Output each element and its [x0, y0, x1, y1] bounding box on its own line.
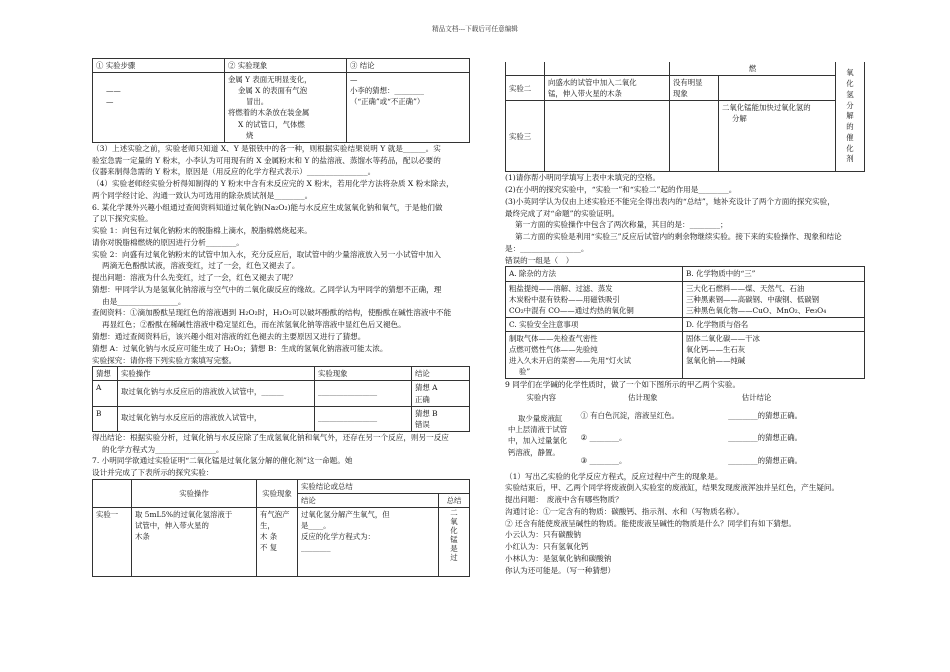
cell-char: 化	[450, 525, 458, 535]
reference-info: 查阅资料：①滴加酚酞呈现红色的溶液遇到 H₂O₂时，H₂O₂可以破坏酚酞的结构，使酚酞在碱性溶液中不能	[92, 308, 452, 318]
table-cell	[545, 101, 670, 172]
metal-experiment-table	[92, 58, 470, 143]
cell-line: 三种黑素钢——高碳钢、中碳钢、低碳钢	[686, 294, 820, 304]
note-3: 提出问题： 废液中含有哪些物质？	[505, 495, 623, 505]
table-cell: ② ________。	[580, 433, 627, 443]
cell-line: 制取气体——先检查气密性	[509, 334, 598, 343]
table-cell	[412, 381, 470, 406]
cell-line: ________	[301, 543, 331, 553]
hypothesis: 由是________________。	[102, 296, 186, 306]
summary-vertical-cell	[836, 62, 865, 172]
second-aspect: 是：________________。	[505, 243, 589, 253]
cell-line: 不 复	[260, 543, 278, 553]
table-header-cell: ③ 结论	[347, 59, 470, 73]
table-header-cell: 实验结论或总结	[298, 479, 470, 493]
table-header-cell: 估计结论	[741, 393, 772, 403]
note-8: 小林认为：是氢氧化钠和碳酸钠	[505, 554, 612, 563]
experiment-2: 实验 2：向盛有过氧化钠粉末的试管中加入水，充分反应后，取试管中的少量溶液放入另一小试管中加入	[92, 249, 441, 259]
table-cell	[315, 381, 412, 406]
cell-line: 三大化石燃料——煤、天然气、石油	[686, 283, 805, 293]
cell-char: 分	[846, 100, 854, 110]
cell-char: 氢	[846, 89, 854, 99]
alkali-experiment-table	[505, 391, 805, 466]
question-6: 了以下探究实验。	[92, 214, 153, 224]
table-cell: ________的猜想正确。	[728, 411, 802, 421]
cell-line: 木条	[135, 532, 150, 542]
table-cell	[719, 76, 836, 101]
cell-line: 取少量废液缸	[518, 414, 563, 424]
cell-line: 氧化钙——生石灰	[686, 345, 746, 355]
question-4: 两个同学经讨论、沟通一致认为可选用的除杂质试剂是________。	[92, 190, 313, 200]
table-cell	[315, 406, 412, 431]
cell-line: 猜想 A	[415, 383, 438, 393]
cell-line: 锰，伸入带火星的木条	[548, 89, 622, 99]
table-header-cell: 估计现象	[627, 393, 658, 403]
table-cell: ________的猜想正确。	[728, 433, 802, 443]
cell-char: 是	[450, 543, 458, 553]
cell-line: 是____。	[301, 521, 331, 531]
cell-char: 解	[846, 111, 854, 121]
cell-char: 化	[846, 143, 854, 153]
conclusion: 得出结论：根据实验分析，过氧化钠与水反应除了生成氢氧化钠和氧气外，还存在另一个反应，则另一反应	[92, 432, 449, 442]
wrong-group-question: 错误的一组是（ ）	[505, 255, 574, 265]
table-header-cell: 实验现象	[257, 479, 298, 507]
question-4: （4）实验老师经实验分析得知制得的 Y 粉末中含有未反应完的 X 粉末，若用化学方法将杂质 X 粉末除去，	[92, 179, 454, 189]
conclusion: 的化学方程式为________________。	[102, 444, 224, 454]
cell-line: 取 5mL5%的过氧化氢溶液于	[135, 510, 233, 520]
table-header-cell: A. 除杂的方法	[506, 267, 683, 281]
table-cell	[719, 101, 836, 172]
table-header-cell: D. 化学物质与俗名	[683, 317, 865, 331]
question-3: 仪器来制得急需的 Y 粉末，原因是（用反应的化学方程式表示）________________。	[92, 167, 376, 177]
cell-line: 生，	[260, 521, 275, 531]
hypothesis-ab: 猜想 A：过氧化钠与水反应可能生成了 H₂O₂；猜想 B：生成的氢氧化钠溶液可能太浓。	[92, 343, 388, 353]
table-cell	[506, 332, 683, 379]
cell-char: 二	[450, 508, 458, 518]
table-cell	[439, 508, 470, 577]
sub-question-3: (3)小英同学认为仅由上述实验还不能完全得出表内的“总结”，她补充设计了两个方面的探究实验，	[505, 196, 835, 206]
table-cell	[505, 404, 577, 466]
table-cell	[225, 73, 347, 143]
cell-line: 取过氧化钠与水反应后的溶液放入试管中，______	[121, 387, 284, 397]
question-7: 设计并完成了下表所示的探究实验：	[92, 468, 214, 478]
note-4: 沟通讨论：①一定含有的物质：碳酸钙、指示剂、水和（写物质名称）。	[505, 506, 745, 516]
page-header: 精品文档---下载后可任意编辑	[432, 25, 518, 33]
cell-char: 催	[846, 132, 854, 142]
table-cell	[412, 406, 470, 431]
table-cell	[118, 406, 315, 431]
table-header-cell	[93, 479, 132, 507]
table-cell: 实验一	[93, 508, 132, 577]
cell-line: CO₂中混有 CO——通过灼热的氧化铜	[509, 305, 634, 315]
problem-statement: 提出问题：溶液为什么先变红，过了一会，红色又褪去了呢？	[92, 273, 298, 283]
cell-line: 固体二氧化碳——干冰	[686, 334, 760, 343]
cell-line: 中上层清液于试管	[508, 425, 568, 435]
cell-line: 猜想 B	[415, 408, 438, 418]
cell-line: 中，加入过量氯化	[508, 436, 568, 446]
blank-line: —	[106, 97, 114, 107]
cell-line: 现象	[673, 89, 688, 99]
cell-line: 三种黑色氧化物——CuO、MnO₂、Fe₃O₄	[686, 305, 827, 315]
table-cell	[670, 76, 719, 101]
table-cell: ________的猜想正确。	[728, 455, 802, 465]
table-cell	[545, 76, 670, 101]
hypothesis: 猜想：甲同学认为是氢氧化钠溶液与空气中的二氧化碳反应的缘故。乙同学认为甲同学的猜想不正确，理	[92, 284, 442, 294]
cell-line: 金属 X 的表面有气泡	[238, 86, 308, 96]
cell-line: ________________	[318, 412, 378, 422]
cell-line: 钙溶液，静置。	[508, 447, 560, 457]
reference-info: 再显红色；②酚酞在稀碱性溶液中稳定显红色，而在浓氢氧化钠等溶液中显红色后又褪色。	[102, 320, 406, 330]
cell-line: 错误	[415, 419, 430, 429]
table-cell	[683, 332, 865, 379]
cell-line: 金属 Y 表面无明显变化，	[228, 75, 312, 85]
table-cell	[347, 73, 470, 143]
table-header-cell: 实验内容	[526, 393, 557, 403]
table-cell: 燃	[670, 62, 836, 76]
table-header-cell: B. 化学物质中的“三”	[683, 267, 865, 281]
cell-line: 验”	[519, 367, 531, 377]
cell-line: 向盛水的试管中加入二氧化	[548, 78, 637, 88]
table-header-cell: 实验操作	[132, 479, 257, 507]
cell-char: 过	[450, 552, 458, 562]
hypothesis-2: 猜想：通过查阅资料后，该兴趣小组对溶液的红色褪去的主要原因又进行了猜想。	[92, 332, 366, 342]
table-cell: ③ ________。	[580, 455, 627, 465]
table-header-cell: 实验操作	[118, 367, 315, 381]
question-3: 验室急需一定量的 Y 粉末，小李认为可用现有的 X 金属粉末和 Y 的盐溶液、蒸馏水等药品，配以必要的	[92, 155, 441, 165]
cell-line: 将燃着的木条放在装金属	[228, 108, 310, 118]
cell-line: 没有明显	[673, 78, 703, 88]
chemistry-knowledge-table	[505, 266, 865, 379]
sub-question-1: (1)请你帮小明同学填写上表中未填完的空格。	[505, 173, 661, 183]
cell-line: 冒出。	[246, 97, 269, 107]
cell-line: X 的试管口，气体燃	[238, 119, 305, 129]
cell-line: 有气泡产	[260, 510, 290, 520]
catalyst-table-continued	[505, 62, 865, 172]
table-cell	[298, 508, 439, 577]
table-header-cell: 猜想	[93, 367, 118, 381]
cell-line: 木炭粉中混有铁粉——用磁铁吸引	[509, 294, 620, 304]
cell-char: 氧	[450, 517, 458, 527]
cell-line: 过氧化氢分解产生氧气，但	[301, 510, 390, 520]
cell-line: 木 条	[260, 532, 278, 542]
table-header-cell: C. 实验安全注意事项	[506, 317, 683, 331]
table-cell	[257, 508, 298, 577]
cell-line: 反应的化学方程式为：	[301, 532, 375, 542]
table-cell	[545, 62, 670, 76]
weighing-note: 第一方面的实验操作中包含了两次称量，其目的是：________；	[515, 220, 728, 230]
left-column	[92, 58, 470, 577]
cell-line: 正确	[415, 394, 430, 404]
experiment-1-question: 请你对脱脂棉燃烧的原因进行分析________。	[92, 237, 244, 247]
experiment-2: 两滴无色酚酞试液，溶液变红，过了一会，红色又褪去了。	[102, 261, 300, 271]
question-3: （3）上述实验之前，实验老师只知道 X、Y 是银铁中的各一种，则根据实验结果说明 Y 就是______。实	[92, 143, 441, 153]
question-7: 7. 小明同学欲通过实验证明“二氧化锰是过氧化氢分解的催化剂”这一命题。她	[92, 456, 353, 466]
cell-line: 试管中，伸入带火星的	[135, 521, 209, 531]
cell-line: 进入久未开启的菜窖——先用“灯火试	[509, 356, 632, 366]
cell-char: 氧	[846, 68, 854, 78]
table-cell: A	[93, 381, 118, 406]
cell-char: 的	[846, 122, 854, 132]
cell-line: 小李的猜想：________	[350, 86, 424, 96]
note-6: 小云认为：只有碳酸钠	[505, 530, 581, 540]
question-6: 6. 某化学课外兴趣小组通过查阅资料知道过氧化钠(Na₂O₂)能与水反应生成氢氧化钠和氧气，于是他们做	[92, 202, 443, 212]
cell-char: 剂	[846, 154, 854, 164]
experiment-1: 实验 1：向包有过氧化钠粉末的脱脂棉上滴水，脱脂棉燃烧起来。	[92, 226, 312, 236]
cell-line: —	[350, 75, 358, 85]
table-cell	[93, 73, 225, 143]
table-cell	[506, 62, 545, 76]
question-9: 9 同学们在学碱的化学性质时，做了一个如下图所示的甲乙两个实验。	[505, 380, 741, 390]
table-cell: 实验三	[506, 101, 545, 172]
cell-line: （“正确”或“不正确”）	[350, 97, 425, 107]
second-aspect: 第二方面的实验是利用“实验三”反应后试管内的剩余物继续实验。接下来的实验操作、现象和结论	[515, 232, 842, 242]
table-header-cell: 实验现象	[315, 367, 412, 381]
hypothesis-table	[92, 366, 470, 432]
table-cell: 实验二	[506, 76, 545, 101]
note-2: 实验结束后，甲、乙两个同学将废液倒入实验室的废液缸，结果发现废液浑浊并呈红色，产生疑问。	[505, 483, 840, 493]
sub-question-2: (2)在小明的探究实验中，“实验一”和“实验二”起的作用是________。	[505, 185, 737, 195]
experiment-probe: 实验探究：请你将下列实验方案填写完整。	[92, 355, 237, 365]
table-header-cell: 总结	[439, 494, 470, 508]
note-5: ② 还含有能使废液呈碱性的物质。能使废液呈碱性的物质是什么？同学们有如下猜想。	[505, 518, 796, 528]
note-7: 小红认为：只有氢氧化钙	[505, 542, 589, 552]
cell-line: 烧	[246, 130, 254, 140]
table-cell: B	[93, 406, 118, 431]
note-9: 你认为还可能是。（写一种猜想）	[505, 565, 616, 575]
cell-line: 取过氧化钠与水反应后的溶液放入试管中，	[121, 412, 262, 422]
table-header-cell: 结论	[298, 494, 439, 508]
cell-char: 锰	[450, 534, 458, 544]
table-cell: ① 有白色沉淀，溶液呈红色。	[580, 411, 679, 421]
sub-question-3: 最终完成了对“命题”的实验证明。	[505, 208, 620, 218]
cell-line: 点燃可燃性气体——先验纯	[509, 345, 598, 355]
cell-line: 粗盐提纯——溶解、过滤、蒸发	[509, 283, 613, 293]
cell-line: 二氧化锰能加快过氧化氢的	[722, 103, 811, 113]
table-header-cell: ② 实验现象	[225, 59, 347, 73]
table-header-cell: 结论	[412, 367, 470, 381]
table-cell	[118, 381, 315, 406]
note-1: （1）写出乙实验的化学反应方程式，反应过程中产生的现象是。	[505, 471, 723, 481]
blank-line: ——	[106, 86, 121, 96]
catalyst-table	[92, 479, 470, 577]
table-cell	[132, 508, 257, 577]
table-header-cell: ① 实验步骤	[93, 59, 225, 73]
right-column	[505, 62, 865, 577]
table-cell	[506, 281, 683, 317]
cell-line: ________________	[318, 387, 378, 397]
table-cell	[670, 101, 719, 172]
table-cell	[683, 281, 865, 317]
cell-line: 分解	[732, 114, 747, 124]
cell-char: 化	[846, 79, 854, 89]
cell-line: 氢氧化钠——纯碱	[686, 356, 746, 366]
